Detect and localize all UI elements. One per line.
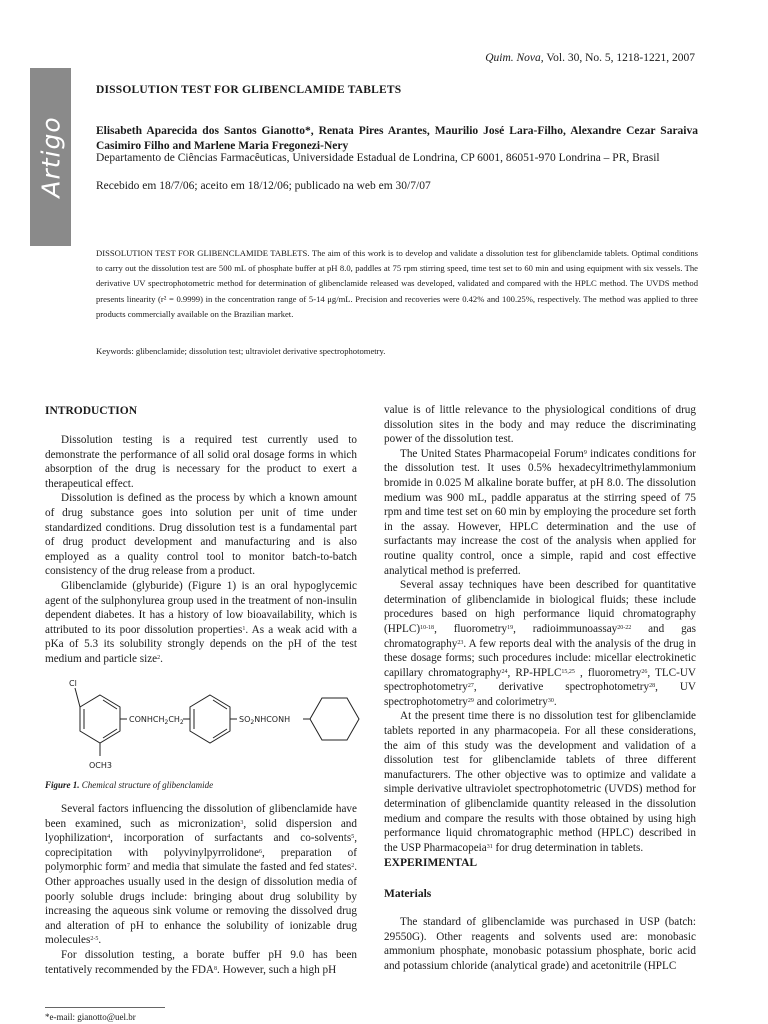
footnote-divider xyxy=(45,1007,165,1008)
authors: Elisabeth Aparecida dos Santos Gianotto*, Renata Pires Arantes, Maurilio José Lara-Filho, Alexandre Cezar Saraiva Casimiro Filho and Marlene Maria Fregonezi-Nery xyxy=(96,125,698,152)
paragraph: Several factors influencing the dissolution of glibenclamide have been examined, such as micronization$^3$, solid dispersion and lyophilization$^4$, incorporation of surfactants and co-solvents$^5$, coprecipitation with polyvinylpyrrolidone$^6$, preparation of polymorphic form$^7$ and media that simulate the fasted and fed states$^2$. Other approaches usually used in the design of dissolution media of poorly soluble drugs include: bringing about drug solubility by increasing the aqueous sink volume or removing the dissolved drug and alteration of pH to enhance the solubility of ionizable drug molecules$^{2-5}$. xyxy=(45,803,358,947)
materials-heading: Materials xyxy=(384,888,432,900)
paragraph: For dissolution testing, a borate buffer pH 9.0 has been tentatively recommended by the FDA$^8$. However, such a high pH xyxy=(45,948,357,976)
figure-caption xyxy=(45,780,213,790)
paragraph: Glibenclamide (glyburide) (Figure 1) is an oral hypoglycemic agent of the sulphonylurea group used in the treatment of non-insulin dependent diabetes. It has a history of low bioavailability, which is attributed to its poor dissolution properties$^1$. As a weak acid with a pKa of 5.3 its solubility strongly depends on the pH of the test medium and particle size$^2$. xyxy=(45,579,357,665)
citation-ref: 1 xyxy=(242,625,246,632)
section-tab xyxy=(30,68,71,246)
right-column-text xyxy=(384,403,696,855)
received-dates: Recebido em 18/7/06; aceito em 18/12/06; publicado na web em 30/7/07 xyxy=(96,180,431,192)
section-tab-label: Artigo xyxy=(36,116,65,198)
paragraph: At the present time there is no dissolution test for glibenclamide tablets reported in any pharmacopeia. For all these considerations, the aim of this study was the development and validation of a dissolution test for glibenclamide tablets of three different manufacturers. The other objective was to optimize and validate a simple derivative ultraviolet spectrophotometric (UVDS) method for determination of glibenclamide quantity released in the dissolution medium and compare the results with those obtained by using high performance liquid chromatographic method (HPLC) described in the USP Pharmacopeia$^{31}$ for drug determination in tablets. xyxy=(384,710,696,854)
footnote: *e-mail: gianotto@uel.br xyxy=(45,1012,136,1022)
paragraph: Dissolution testing is a required test currently used to demonstrate the performance of all solid oral dosage forms in which absorption of the drug is necessary for the product to exert a therapeutical effect. xyxy=(45,434,357,490)
paragraph: The United States Pharmacopeial Forum$^9$ indicates conditions for the dissolution test. It uses 0.5% hexadecyltrimethylammonium bromide in 0.025 M alkaline borate buffer, at pH 8.0. The dissolution medium was 900 mL, paddle apparatus at the stirring speed of 75 rpm and time test set on 60 min by employing the procedure set forth in the assay. However, HPLC determination and the use of surfactants may increase the cost of the analysis when applied for routine quality control, once a simple, rapid and cost effective analytical method is preferred. xyxy=(384,447,696,577)
affiliation: Departamento de Ciências Farmacêuticas, Universidade Estadual de Londrina, CP 6001, 86051-970 Londrina – PR, Brasil xyxy=(96,152,660,164)
amide-label: $CONHCH_2CH_2$ xyxy=(129,715,184,726)
volume-info: Vol. 30, No. 5, 1218-1221, 2007 xyxy=(546,52,695,64)
intro-text-bottom xyxy=(45,802,357,977)
sulfonylurea-label: $SO_2NHCONH$ xyxy=(239,715,291,726)
article-title: DISSOLUTION TEST FOR GLIBENCLAMIDE TABLETS xyxy=(96,84,402,96)
methoxy-label: OCH3 xyxy=(89,761,112,770)
journal-citation xyxy=(485,52,695,64)
paragraph: Dissolution is defined as the process by which a known amount of drug substance goes into solution per unit of time under standardized conditions. Drug dissolution test is a fundamental part of drug product development and manufacturing and is also employed as a quality control tool to monitor batch-to-batch consistency of the drug release from a product. xyxy=(45,492,357,578)
keywords: Keywords: glibenclamide; dissolution test; ultraviolet derivative spectrophotometry. xyxy=(96,346,386,356)
citation-ref: 2 xyxy=(157,654,161,661)
experimental-heading: EXPERIMENTAL xyxy=(384,857,478,869)
figure-label: Figure 1. xyxy=(45,780,80,790)
paragraph: Several assay techniques have been described for quantitative determination of glibenclamide in biological fluids; these include procedures based on high performance liquid chromatography (HPLC)$^{10-18}$, fluorometry$^{19}$, radioimmunoassay$^{20-22}$ and gas chromatography$^{23}$. A few reports deal with the analysis of the drug in these dosage forms; such procedures include: micellar electrokinetic capillary chromatography$^{24}$, RP-HPLC$^{15,25}$ , fluorometry$^{26}$, TLC-UV spectrophotometry$^{27}$, derivative spectrophotometry$^{28}$, UV spectrophotometry$^{29}$ and colorimetry$^{30}$. xyxy=(384,579,696,708)
paragraph: value is of little relevance to the physiological conditions of drug dissolution sites in the body and may reduce the discriminating power of the dissolution test. xyxy=(384,404,696,446)
materials-text xyxy=(384,915,696,973)
abstract: DISSOLUTION TEST FOR GLIBENCLAMIDE TABLETS. The aim of this work is to develop and validate a dissolution test for glibenclamide tablets. Optimal conditions to carry out the dissolution test are 500 mL of phosphate buffer at pH 8.0, paddles at 75 rpm stirring speed, time test set to 60 min and using equipment with six vessels. The derivative UV spectrophotometric method for determination of glibenclamide released was developed, validated and compared with the HPLC method. The UVDS method presents linearity (r² = 0.9999) in the concentration range of 5-14 μg/mL. Precision and recoveries were 0.42% and 100.25%, respectively. The method was applied to three products commercially available on the Brazilian market. xyxy=(96,248,698,319)
journal-name: Quim. Nova, xyxy=(485,52,544,64)
figure-caption-text: Chemical structure of glibenclamide xyxy=(81,780,214,790)
paragraph: The standard of glibenclamide was purchased in USP (batch: 29550G). Other reagents and solvents used are: monobasic ammonium phosphate, monobasic potassium phosphate, boric acid and potassium chloride (analytical grade) and acetonitrile (HPLC xyxy=(384,916,696,972)
chlorine-label: Cl xyxy=(69,679,77,688)
introduction-heading: INTRODUCTION xyxy=(45,405,138,417)
intro-text-top xyxy=(45,433,357,667)
glibenclamide-structure xyxy=(45,678,365,778)
